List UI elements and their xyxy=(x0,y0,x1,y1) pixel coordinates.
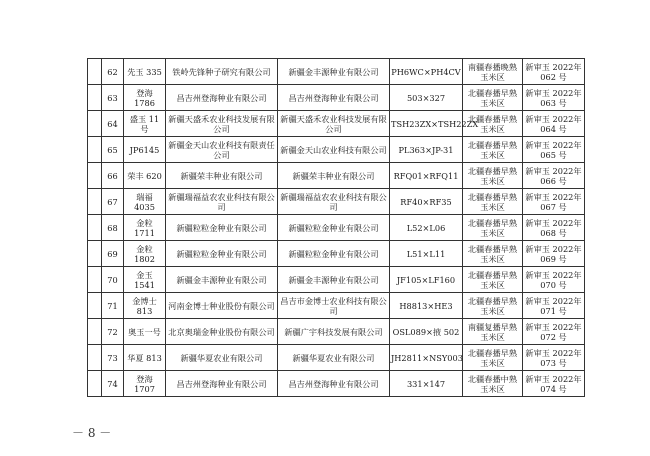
variety-name-cell: 瑞福 4035 xyxy=(124,189,166,215)
blank-margin-cell xyxy=(88,163,102,189)
blank-margin-cell xyxy=(88,189,102,215)
row-number-cell: 70 xyxy=(102,267,124,293)
approval-code-cell: 新审玉 2022年 068 号 xyxy=(523,215,585,241)
applicant-cell: 昌吉州登海种业有限公司 xyxy=(166,85,278,111)
row-number-cell: 72 xyxy=(102,319,124,345)
approval-code-cell: 新审玉 2022年 064 号 xyxy=(523,111,585,137)
blank-margin-cell xyxy=(88,137,102,163)
variety-name-cell: 金粒 1711 xyxy=(124,215,166,241)
blank-margin-cell xyxy=(88,215,102,241)
table-row xyxy=(88,267,585,293)
blank-margin-cell xyxy=(88,59,102,85)
applicant-cell: 新疆天盛禾农业科技发展有限公司 xyxy=(166,111,278,137)
variety-name-cell: 华夏 813 xyxy=(124,345,166,371)
approval-code-cell: 新审玉 2022年 067 号 xyxy=(523,189,585,215)
row-number-cell: 71 xyxy=(102,293,124,319)
variety-name-cell: 金玉 1541 xyxy=(124,267,166,293)
variety-name-cell: 先玉 335 xyxy=(124,59,166,85)
region-cell: 北疆春播早熟玉米区 xyxy=(463,85,523,111)
variety-name-cell: 奥玉一号 xyxy=(124,319,166,345)
approval-code-cell: 新审玉 2022年 071 号 xyxy=(523,293,585,319)
breeder-cell: 昌吉州登海种业有限公司 xyxy=(278,371,390,397)
row-number-cell: 74 xyxy=(102,371,124,397)
pedigree-cell: RF40×RF35 xyxy=(390,189,463,215)
blank-margin-cell xyxy=(88,85,102,111)
blank-margin-cell xyxy=(88,267,102,293)
region-cell: 北疆春播早熟玉米区 xyxy=(463,137,523,163)
breeder-cell: 新疆瑞福益农农业科技有限公司 xyxy=(278,189,390,215)
approval-code-cell: 新审玉 2022年 069 号 xyxy=(523,241,585,267)
approval-code-cell: 新审玉 2022年 065 号 xyxy=(523,137,585,163)
table-row xyxy=(88,137,585,163)
breeder-cell: 新疆金丰源种业有限公司 xyxy=(278,59,390,85)
blank-margin-cell xyxy=(88,319,102,345)
applicant-cell: 新疆粒粒金种业有限公司 xyxy=(166,215,278,241)
applicant-cell: 昌吉州登海种业有限公司 xyxy=(166,371,278,397)
row-number-cell: 67 xyxy=(102,189,124,215)
page-number: － 8 － xyxy=(72,426,112,440)
breeder-cell: 新疆金天山农业科技有限公司 xyxy=(278,137,390,163)
table-row xyxy=(88,189,585,215)
table-row xyxy=(88,111,585,137)
region-cell: 北疆春播早熟玉米区 xyxy=(463,293,523,319)
region-cell: 北疆春播早熟玉米区 xyxy=(463,215,523,241)
applicant-cell: 北京奥瑞金种业股份有限公司 xyxy=(166,319,278,345)
approval-code-cell: 新审玉 2022年 074 号 xyxy=(523,371,585,397)
table-row xyxy=(88,215,585,241)
applicant-cell: 新疆荣丰种业有限公司 xyxy=(166,163,278,189)
row-number-cell: 65 xyxy=(102,137,124,163)
approval-code-cell: 新审玉 2022年 073 号 xyxy=(523,345,585,371)
table-row xyxy=(88,371,585,397)
applicant-cell: 新疆粒粒金种业有限公司 xyxy=(166,241,278,267)
breeder-cell: 新疆华夏农业有限公司 xyxy=(278,345,390,371)
applicant-cell: 新疆华夏农业有限公司 xyxy=(166,345,278,371)
row-number-cell: 64 xyxy=(102,111,124,137)
table-row xyxy=(88,85,585,111)
pedigree-cell: OSL089×掖 502 xyxy=(390,319,463,345)
table-row xyxy=(88,241,585,267)
variety-name-cell: 金博士 813 xyxy=(124,293,166,319)
region-cell: 南疆复播早熟玉米区 xyxy=(463,319,523,345)
region-cell: 北疆春播早熟玉米区 xyxy=(463,241,523,267)
pedigree-cell: 331×147 xyxy=(390,371,463,397)
breeder-cell: 新疆金丰源种业有限公司 xyxy=(278,267,390,293)
breeder-cell: 昌吉市金博士农业科技有限公司 xyxy=(278,293,390,319)
approval-code-cell: 新审玉 2022年 070 号 xyxy=(523,267,585,293)
applicant-cell: 新疆瑞福益农农业科技有限公司 xyxy=(166,189,278,215)
blank-margin-cell xyxy=(88,345,102,371)
pedigree-cell: L52×L06 xyxy=(390,215,463,241)
variety-table xyxy=(87,58,585,397)
breeder-cell: 新疆天盛禾农业科技发展有限公司 xyxy=(278,111,390,137)
table-body xyxy=(88,59,585,397)
region-cell: 北疆春播早熟玉米区 xyxy=(463,163,523,189)
blank-margin-cell xyxy=(88,371,102,397)
approval-code-cell: 新审玉 2022年 066 号 xyxy=(523,163,585,189)
applicant-cell: 新疆金天山农业科技有限责任公司 xyxy=(166,137,278,163)
pedigree-cell: PL363×JP-31 xyxy=(390,137,463,163)
row-number-cell: 69 xyxy=(102,241,124,267)
region-cell: 北疆春播中熟玉米区 xyxy=(463,371,523,397)
breeder-cell: 新疆粒粒金种业有限公司 xyxy=(278,215,390,241)
pedigree-cell: JH2811×NSY003 xyxy=(390,345,463,371)
pedigree-cell: L51×L11 xyxy=(390,241,463,267)
applicant-cell: 铁岭先锋种子研究有限公司 xyxy=(166,59,278,85)
blank-margin-cell xyxy=(88,293,102,319)
breeder-cell: 新疆粒粒金种业有限公司 xyxy=(278,241,390,267)
row-number-cell: 66 xyxy=(102,163,124,189)
breeder-cell: 新疆荣丰种业有限公司 xyxy=(278,163,390,189)
variety-name-cell: 登海 1707 xyxy=(124,371,166,397)
variety-name-cell: JP6145 xyxy=(124,137,166,163)
table-row xyxy=(88,163,585,189)
breeder-cell: 昌吉州登海种业有限公司 xyxy=(278,85,390,111)
approval-code-cell: 新审玉 2022年 063 号 xyxy=(523,85,585,111)
applicant-cell: 新疆金丰源种业有限公司 xyxy=(166,267,278,293)
region-cell: 北疆春播早熟玉米区 xyxy=(463,189,523,215)
pedigree-cell: JF105×LF160 xyxy=(390,267,463,293)
blank-margin-cell xyxy=(88,111,102,137)
variety-name-cell: 金粒 1802 xyxy=(124,241,166,267)
variety-name-cell: 登海 1786 xyxy=(124,85,166,111)
table-row xyxy=(88,59,585,85)
table-row xyxy=(88,293,585,319)
row-number-cell: 68 xyxy=(102,215,124,241)
pedigree-cell: H8813×HE3 xyxy=(390,293,463,319)
breeder-cell: 新疆广宇科技发展有限公司 xyxy=(278,319,390,345)
region-cell: 北疆春播早熟玉米区 xyxy=(463,111,523,137)
blank-margin-cell xyxy=(88,241,102,267)
applicant-cell: 河南金博士种业股份有限公司 xyxy=(166,293,278,319)
row-number-cell: 62 xyxy=(102,59,124,85)
table-row xyxy=(88,345,585,371)
table-row xyxy=(88,319,585,345)
region-cell: 北疆春播早熟玉米区 xyxy=(463,267,523,293)
approval-code-cell: 新审玉 2022年 062 号 xyxy=(523,59,585,85)
pedigree-cell: PH6WC×PH4CV xyxy=(390,59,463,85)
variety-name-cell: 盛玉 11 号 xyxy=(124,111,166,137)
region-cell: 北疆春播早熟玉米区 xyxy=(463,345,523,371)
pedigree-cell: 503×327 xyxy=(390,85,463,111)
approval-code-cell: 新审玉 2022年 072 号 xyxy=(523,319,585,345)
row-number-cell: 73 xyxy=(102,345,124,371)
pedigree-cell: TSH23ZX×TSH22ZX xyxy=(390,111,463,137)
pedigree-cell: RFQ01×RFQ11 xyxy=(390,163,463,189)
region-cell: 南疆春播晚熟玉米区 xyxy=(463,59,523,85)
variety-name-cell: 荣丰 620 xyxy=(124,163,166,189)
row-number-cell: 63 xyxy=(102,85,124,111)
